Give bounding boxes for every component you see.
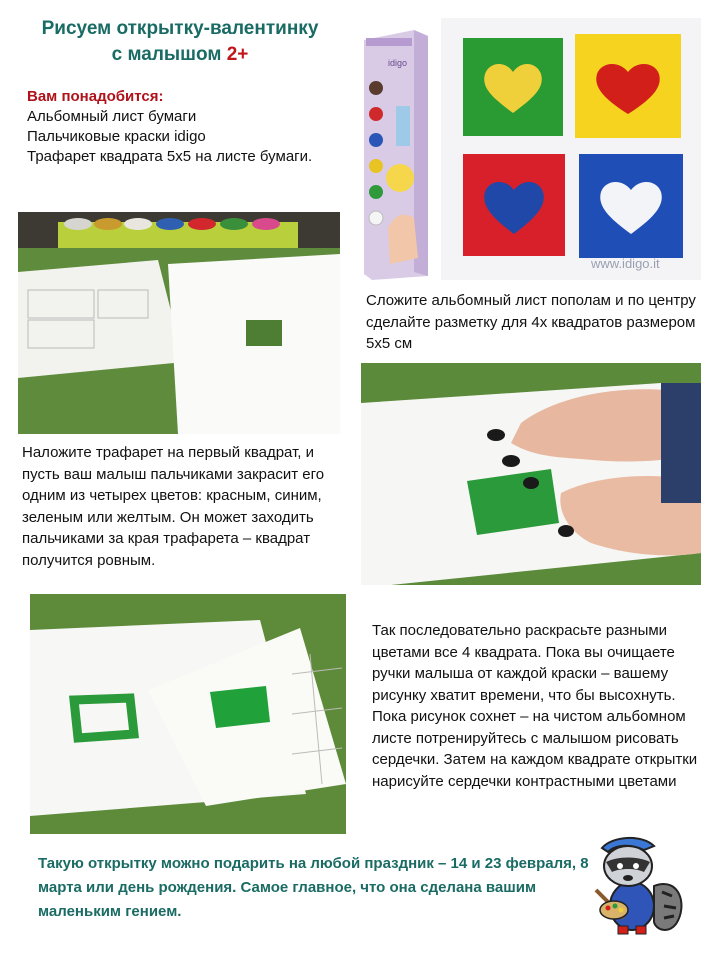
raccoon-mascot-icon <box>584 826 690 938</box>
paint-box-photo <box>358 18 432 280</box>
stencil-instruction: Наложите трафарет на первый квадрат, и пусть ваш малыш пальчиками закрасит его одним из четырех цветов: красным, синим, зеленым или желтым. Он может заходить пальчиками за края трафарета – квадрат получится ровным. <box>22 444 325 569</box>
material-item: Альбомный лист бумаги <box>27 108 197 125</box>
finished-card-photo <box>441 18 701 280</box>
age-badge: 2+ <box>226 44 249 65</box>
box-brand-text: idigo <box>388 58 408 68</box>
painting-hands-photo <box>361 363 701 585</box>
watermark-text: www.idigo.it <box>591 256 660 271</box>
materials-list <box>27 87 327 167</box>
paint-instruction: Так последовательно раскрасьте разными цветами все 4 квадрата. Пока вы очищаете ручки малыша от каждой краски – вашему рисунку хватит времени, что бы высохнуть. Пока рисунок сохнет – на чистом альбомном листе потренируйтесь с малышом рисовать сердечки. Затем на каждом квадрате открытки нарисуйте сердечки контрастными цветами <box>372 622 698 790</box>
fold-instruction: Сложите альбомный лист пополам и по центру сделайте разметку для 4х квадратов размером 5х5 см <box>366 292 696 352</box>
stencil-setup-photo <box>18 212 340 434</box>
material-item: Трафарет квадрата 5х5 на листе бумаги. <box>27 148 313 165</box>
materials-header: Вам понадобится: <box>27 88 164 105</box>
title-line-2: с малышом <box>111 44 222 65</box>
material-item: Пальчиковые краски idigo <box>27 128 206 145</box>
title-line-1: Рисуем открытку-валентинку <box>41 18 319 39</box>
footer-note: Такую открытку можно подарить на любой праздник – 14 и 23 февраля, 8 марта или день рождения. Самое главное, что она сделана вашим маленьким гением. <box>38 855 589 920</box>
stencil-result-photo <box>30 594 346 834</box>
page-title <box>20 16 340 68</box>
title-line-2-wrap <box>20 42 340 68</box>
